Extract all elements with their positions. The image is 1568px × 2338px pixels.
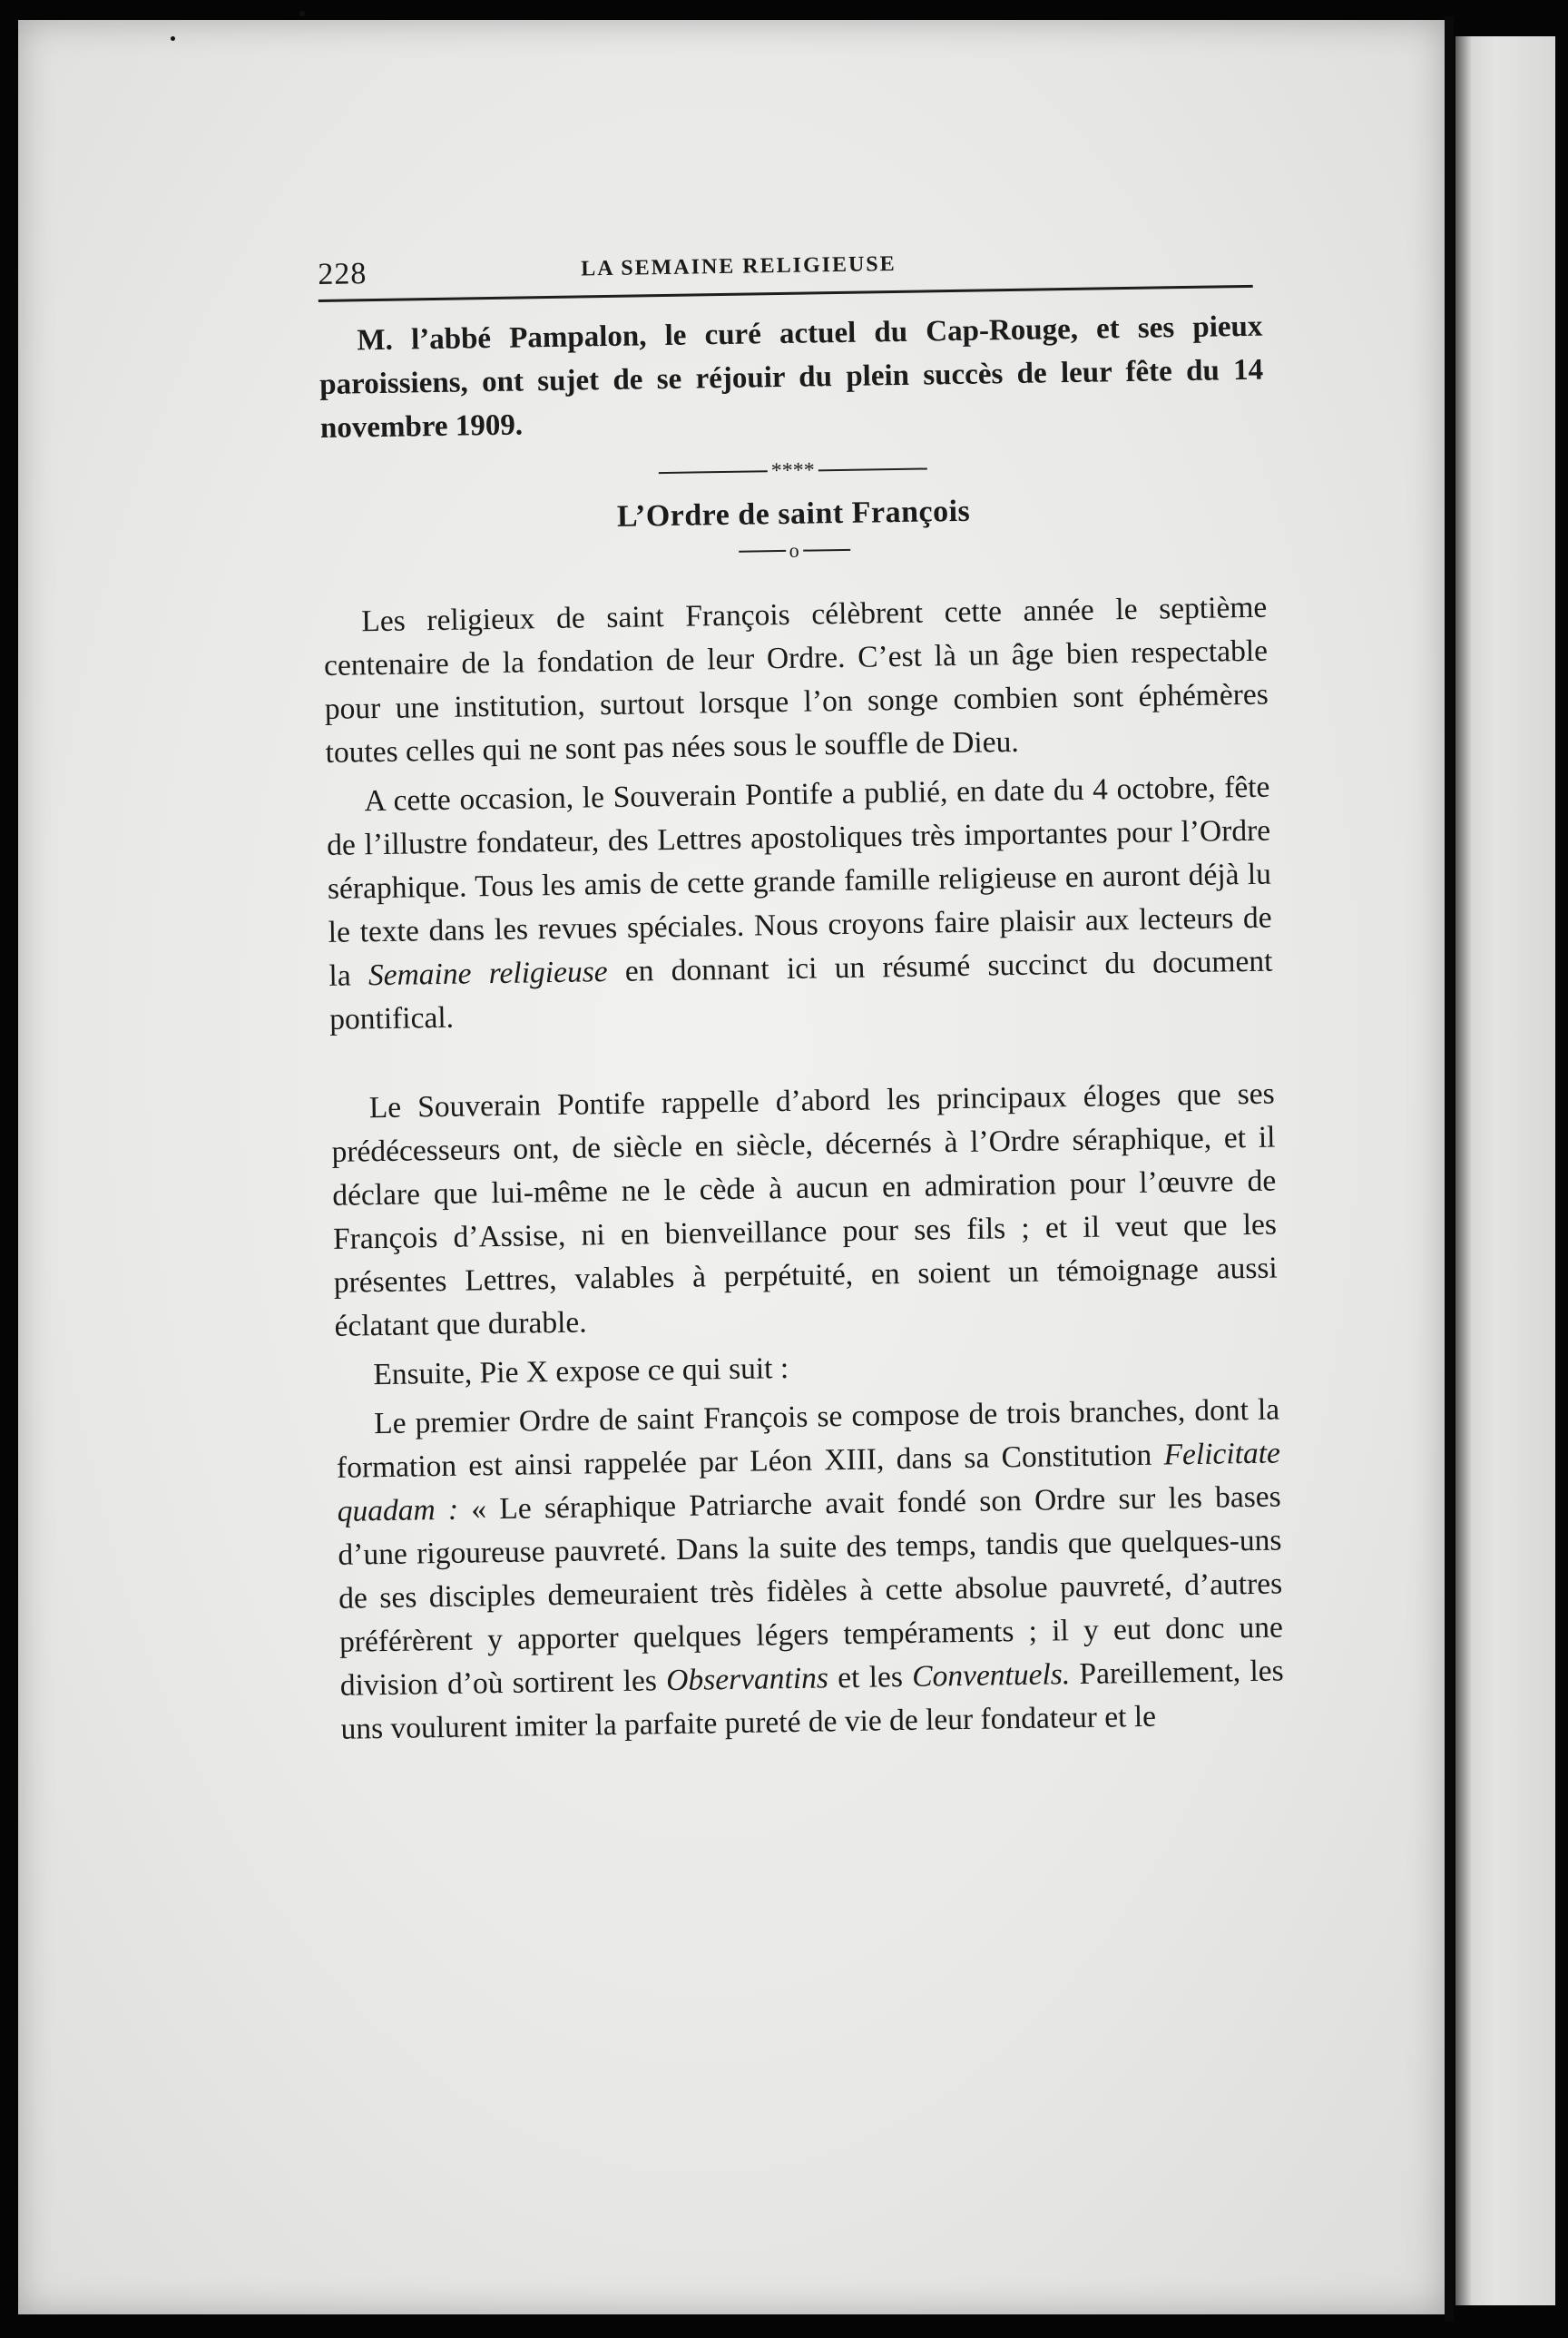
scan-speck [299, 11, 305, 16]
separator-line-left [659, 470, 768, 474]
page-gutter-shadow [1445, 16, 1454, 2322]
lead-paragraph: M. l’abbé Pampalon, le curé actuel du Cap-Rouge, et ses pieux paroissiens, ont sujet de se réjouir du plein succès de leur fête du 14 novembre 1909. [318, 309, 1264, 445]
paragraph-apostolic-letters-end: en donnant ici un résumé succinct du document pontifical. [328, 944, 1273, 1036]
paragraph-pius-x: Ensuite, Pie X expose ce qui suit : [373, 1351, 789, 1392]
small-separator-line-left [739, 550, 786, 553]
paragraph-first-order [336, 1389, 1285, 1752]
paragraph-centenary: Les religieux de saint François célèbrent cette année le septième centenaire de la fondation de leur Ordre. C’est là un âge bien respectable pour une institution, surtout lorsque l’on songe combien sont éphémères toutes celles qui ne sont pas nées sous le souffle de Dieu. [323, 590, 1269, 770]
small-separator-line-right [803, 549, 850, 552]
book-page [18, 20, 1445, 2314]
running-head [318, 240, 1262, 298]
constitution-title: Felicitate quadam : [337, 1436, 1281, 1528]
observantins-term: Observantins [665, 1661, 829, 1698]
paragraph-first-order-text-d: Pareillement, les uns voulurent imiter la parfaite pureté de vie de leur fondateur et le [340, 1654, 1284, 1746]
journal-title: LA SEMAINE RELIGIEUSE [581, 251, 897, 281]
page-content [318, 240, 1285, 1752]
paragraph-first-order-text-b: « Le séraphique Patriarche avait fondé son Ordre sur les bases d’une rigoureuse pauvreté. Dans la suite des temps, tandis que quelques-uns de ses disciples demeuraient très fidèles à cette absolue pauvreté, d’autres préférèrent y apporter quelques légers tempéraments ; il y eut donc une division d’où sortirent les [338, 1479, 1284, 1703]
paragraph-apostolic-letters [326, 766, 1273, 1042]
conventuels-term: Conventuels. [911, 1657, 1071, 1694]
publication-title: Semaine religieuse [368, 955, 608, 993]
separator-stars: **** [770, 457, 816, 483]
page-number: 228 [318, 257, 368, 291]
paragraph-first-order-text-a: Le premier Ordre de saint François se compose de trois branches, dont la formation est ainsi rappelée par Léon XIII, dans sa Constitution [336, 1392, 1280, 1485]
section-title: L’Ordre de saint François [616, 494, 971, 534]
header-rule [318, 285, 1253, 302]
separator-line-right [818, 467, 927, 471]
paragraph-apostolic-letters-text: A cette occasion, le Souverain Pontife a publié, en date du 4 octobre, fête de l’illustre fondateur, des Lettres apostoliques très importantes pour l’Ordre séraphique. Tous les amis de cette grande famille religieuse en auront déjà lu le texte dans les revues spéciales. Nous croyons faire plaisir aux lecteurs de la [326, 770, 1272, 993]
adjacent-page-shadow [1455, 36, 1472, 2305]
small-separator-mark: o [789, 538, 799, 562]
paragraph-first-order-text-c: et les [828, 1659, 913, 1695]
scan-speck [171, 36, 175, 41]
paragraph-praises: Le Souverain Pontife rappelle d’abord les principaux éloges que ses prédécesseurs ont, de siècle en siècle, décernés à l’Ordre séraphique, et il déclare que lui-même ne le cède à aucun en admiration pour l’œuvre de François d’Assise, ni en bienveillance pour ses fils ; et il veut que les présentes Lettres, valables à perpétuité, en soient un témoignage aussi éclatant que durable. [331, 1076, 1278, 1343]
star-separator [321, 448, 1265, 494]
